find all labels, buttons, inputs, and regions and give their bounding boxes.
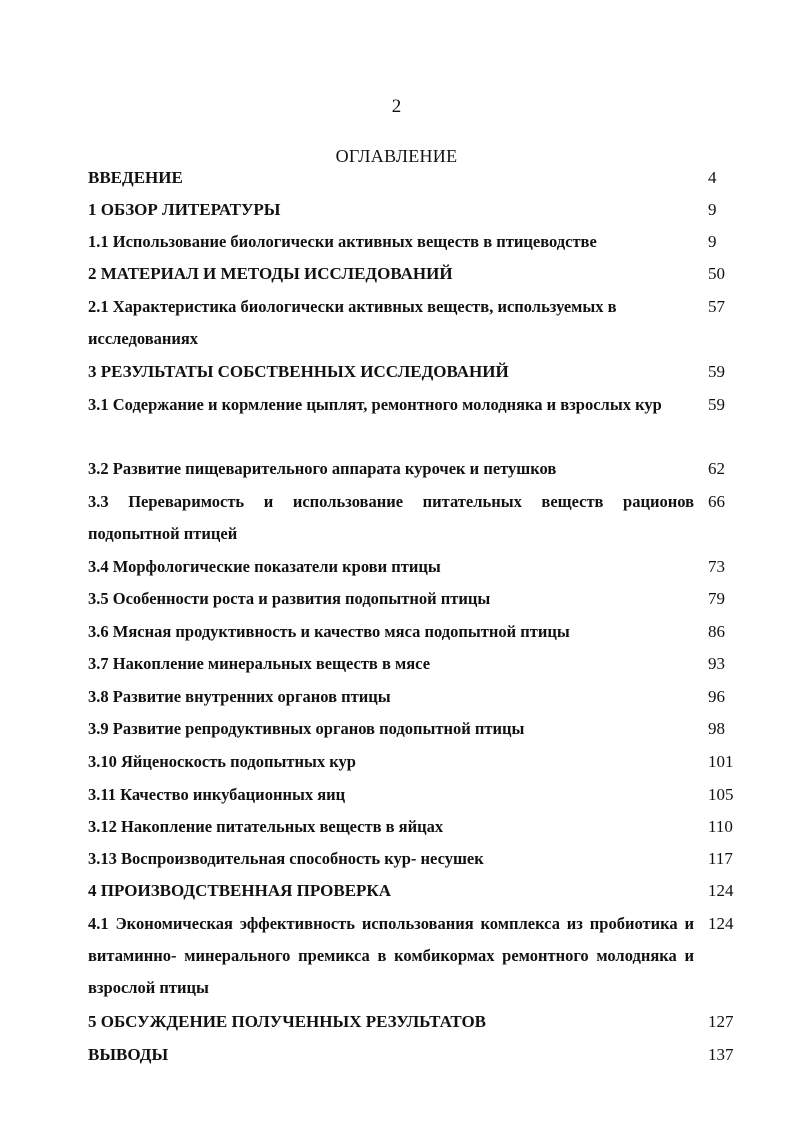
toc-entry-page: 137 [708, 1045, 734, 1064]
toc-entry-title: 3.10 Яйценоскость подопытных кур [88, 752, 356, 771]
toc-entry-title: 3.5 Особенности роста и развития подопытной птицы [88, 589, 491, 608]
toc-entry-title: 3.1 Содержание и кормление цыплят, ремонтного молодняка и взрослых кур [88, 395, 662, 414]
toc-entry-title: 4 ПРОИЗВОДСТВЕННАЯ ПРОВЕРКА [88, 881, 392, 900]
toc-entry-page: 9 [708, 200, 717, 219]
toc-entry-title: 3.7 Накопление минеральных веществ в мясе [88, 654, 431, 673]
toc-entry-title: 1 ОБЗОР ЛИТЕРАТУРЫ [88, 200, 281, 219]
toc-heading: ОГЛАВЛЕНИЕ [335, 146, 458, 166]
toc-entry-page: 124 [708, 914, 734, 933]
toc-entry-page: 50 [708, 264, 725, 283]
toc-entry-page: 96 [708, 687, 725, 706]
page-number: 2 [391, 96, 402, 117]
toc-entry-title: 3.8 Развитие внутренних органов птицы [88, 687, 391, 706]
toc-entry-title: 3.12 Накопление питательных веществ в яйцах [88, 817, 444, 836]
toc-entry-title: 3.11 Качество инкубационных яиц [88, 785, 346, 804]
toc-entry-title: 5 ОБСУЖДЕНИЕ ПОЛУЧЕННЫХ РЕЗУЛЬТАТОВ [88, 1012, 487, 1031]
toc-entry-title: ВЫВОДЫ [88, 1045, 169, 1064]
toc-entry-title: 3 РЕЗУЛЬТАТЫ СОБСТВЕННЫХ ИССЛЕДОВАНИЙ [88, 362, 509, 381]
toc-entry-page: 117 [708, 849, 733, 868]
toc-entry-page: 4 [708, 168, 717, 187]
toc-entry-page: 57 [708, 297, 725, 316]
toc-entry-page: 93 [708, 654, 725, 673]
toc-entry-title: 2.1 Характеристика биологически активных веществ, используемых в исследованиях [88, 297, 617, 348]
toc-entry-page: 101 [708, 752, 734, 771]
toc-entry-page: 127 [708, 1012, 734, 1031]
toc-entry-page: 98 [708, 719, 725, 738]
toc-entry-page: 79 [708, 589, 725, 608]
toc-entry-title: 3.2 Развитие пищеварительного аппарата курочек и петушков [88, 459, 557, 478]
toc-entry-page: 62 [708, 459, 725, 478]
toc-entry-page: 124 [708, 881, 734, 900]
toc-entry-page: 110 [708, 817, 733, 836]
toc-entry-page: 9 [708, 232, 717, 251]
toc-entry-title: 1.1 Использование биологически активных веществ в птицеводстве [88, 232, 597, 251]
toc-entry-title: 3.3 Переваримость и использование питательных веществ рационов подопытной птицей [88, 492, 694, 543]
toc-entry-page: 73 [708, 557, 725, 576]
toc-entry-title: 2 МАТЕРИАЛ И МЕТОДЫ ИССЛЕДОВАНИЙ [88, 264, 453, 283]
toc-entry-title: ВВЕДЕНИЕ [88, 168, 183, 187]
toc-entry-page: 59 [708, 395, 725, 414]
toc-entry-page: 66 [708, 492, 725, 511]
toc-entry-title: 3.9 Развитие репродуктивных органов подопытной птицы [88, 719, 525, 738]
toc-entry-page: 86 [708, 622, 725, 641]
toc-entry-page: 105 [708, 785, 734, 804]
toc-entry-page: 59 [708, 362, 725, 381]
toc-entry-title: 3.6 Мясная продуктивность и качество мяса подопытной птицы [88, 622, 570, 641]
toc-entry-title: 4.1 Экономическая эффективность использования комплекса из пробиотика и витаминно- минерального премикса в комбикормах ремонтного молодняка и взрослой птицы [88, 914, 694, 997]
toc-entry-title: 3.13 Воспроизводительная способность кур- несушек [88, 849, 484, 868]
toc-entry-title: 3.4 Морфологические показатели крови птицы [88, 557, 441, 576]
